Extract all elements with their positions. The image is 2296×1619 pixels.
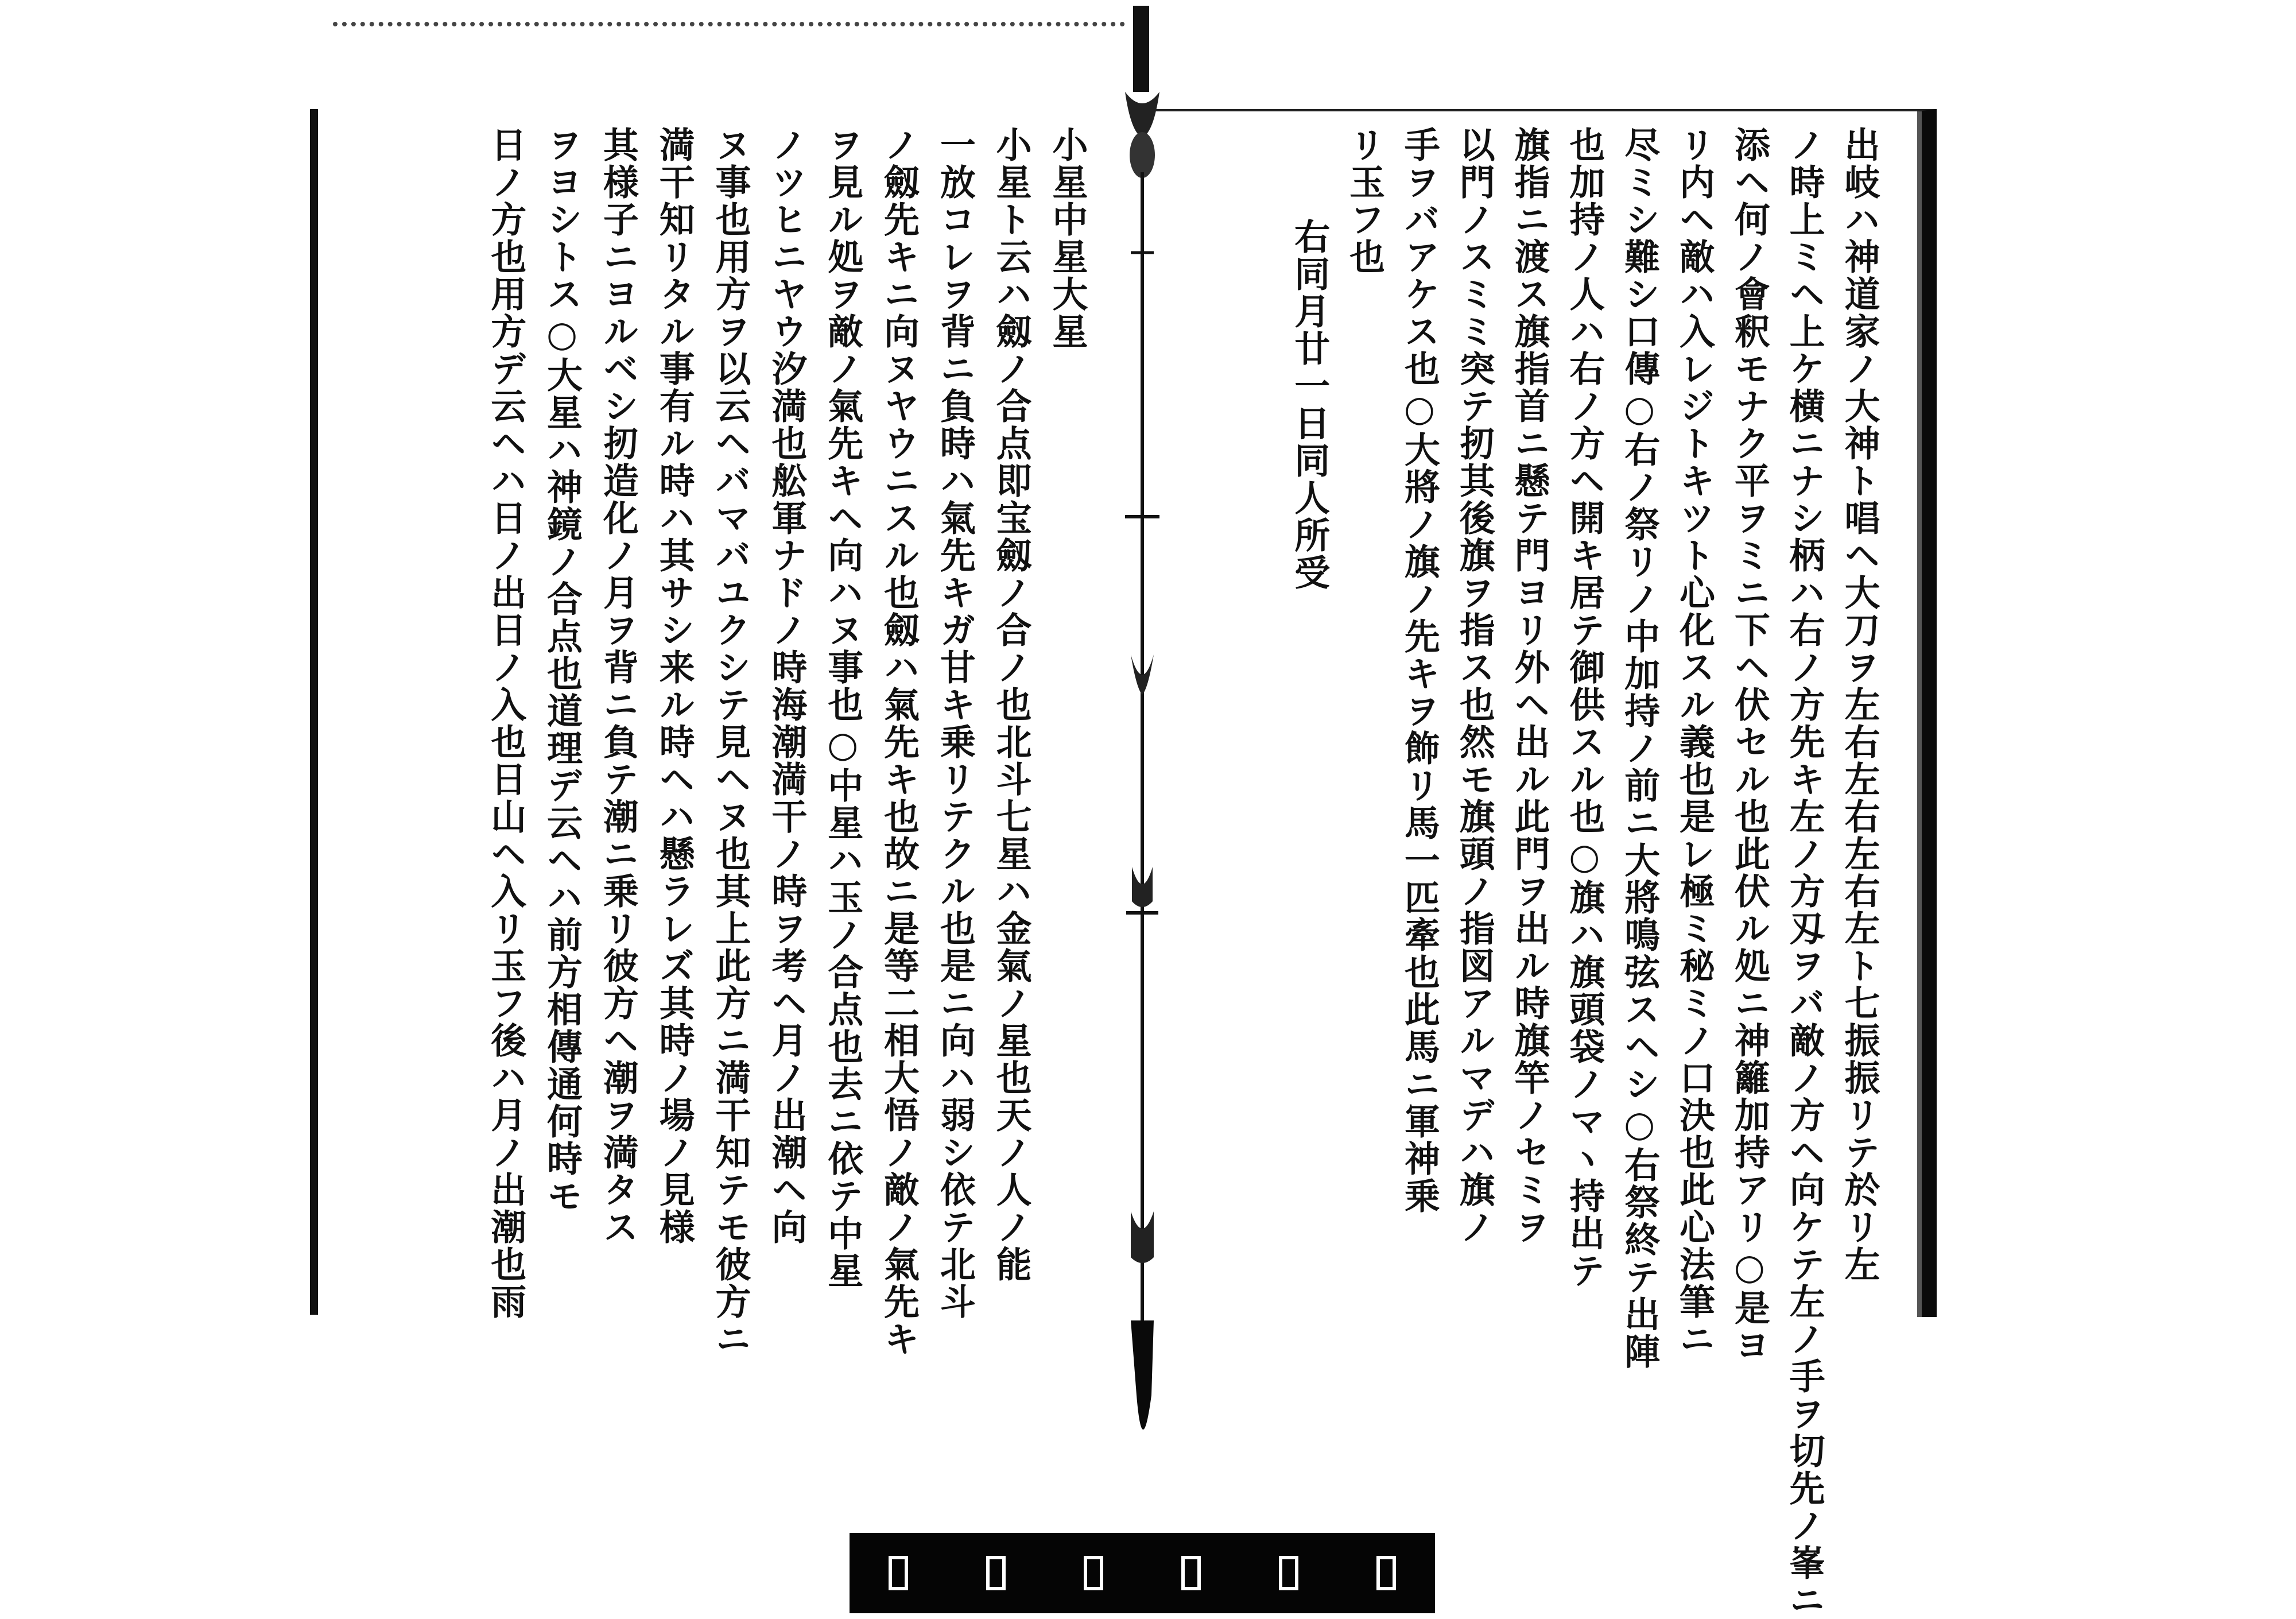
text-column: 以門ノスミミ突テ扨其後旗ヲ指ス也然モ旗頭ノ指図アルマデハ旗ノ [1453, 126, 1496, 1246]
text-column: 也加持ノ人ハ右ノ方ヘ開キ居テ御供スル也○旗ハ旗頭袋ノマヽ持出テ [1563, 126, 1605, 1289]
right-page-text [1228, 126, 1883, 1619]
binding-spine [1119, 6, 1165, 1475]
left-page-text [367, 126, 1091, 1358]
scale-cell [889, 1556, 908, 1590]
scale-bar [850, 1533, 1435, 1613]
scale-cell [1181, 1556, 1201, 1590]
scale-cell [1376, 1556, 1396, 1590]
text-column: リ玉フ也 [1343, 126, 1386, 276]
binding-cord-icon [1119, 6, 1165, 1475]
text-column: 満干知リタル事有ル時ハ其サシ来ル時ヘハ懸ラレズ其時ノ場ノ見様 [653, 126, 696, 1246]
text-column: ノツヒニヤウ汐満也舩軍ナドノ時海潮満干ノ時ヲ考ヘ月ノ出潮ヘ向 [765, 126, 808, 1246]
text-column: 出岐ハ神道家ノ大神ト唱ヘ大刀ヲ左右左右左右左ト七振振リテ於リ左 [1839, 126, 1880, 1283]
text-column: ヌ事也用方ヲ以云ヘバマバユクシテ見ヘヌ也其上此方ニ満干知テモ彼方ニ [709, 126, 752, 1358]
text-column: 其様子ニヨルベシ扨造化ノ月ヲ背ニ負テ潮ニ乗リ彼方ヘ潮ヲ満タス [597, 126, 639, 1246]
text-column: ヲ見ル処ヲ敵ノ氣先キヘ向ハヌ事也○中星ハ玉ノ合点也去ニ依テ中星 [821, 126, 864, 1289]
scale-cell [1084, 1556, 1103, 1590]
text-column: 一放コレヲ背ニ負時ハ氣先キガ甘キ乗リテクル也是ニ向ハ弱シ依テ北斗 [934, 126, 976, 1320]
text-column: 添ヘ何ノ會釈モナク平ヲミニ下ヘ伏セル也此伏ル処ニ神籬加持アリ○是ヨ [1728, 126, 1771, 1364]
text-column: リ内ヘ敵ハ入レジトキツト心化スル義也是レ極ミ秘ミノ口決也此心法筆ニ [1673, 126, 1716, 1358]
text-column: 手ヲバアケス也○大將ノ旗ノ先キヲ飾リ馬一匹牽也此馬ニ軍神乗 [1398, 126, 1441, 1215]
text-column: 日ノ方也用方デ云ヘハ日ノ出日ノ入也日山ヘ入リ玉フ後ハ月ノ出潮也雨 [484, 126, 527, 1320]
date-note: 右同月廿一日同人所受 [1288, 218, 1331, 591]
text-column: 旗指ニ渡ス旗指首ニ懸テ門ヨリ外ヘ出ル此門ヲ出ル時旗竿ノセミヲ [1508, 126, 1551, 1246]
text-column: 尽ミシ難シ口傳○右ノ祭リノ中加持ノ前ニ大將鳴弦スヘシ○右祭終テ出陣 [1618, 126, 1661, 1370]
text-column: 小星ト云ハ劔ノ合点即宝劔ノ合ノ也北斗七星ハ金氣ノ星也天ノ人ノ能 [990, 126, 1033, 1283]
text-column: ノ時上ミヘ上ケ横ニナシ柄ハ右ノ方先キ左ノ方刄ヲバ敵ノ方ヘ向ケテ左ノ手ヲ切先ノ峯ニ [1783, 126, 1826, 1619]
section-heading: 小星中星大星 [1046, 126, 1088, 350]
scale-cell [1279, 1556, 1298, 1590]
text-column: ノ劔先キニ向ヌヤウニスル也劔ハ氣先キ也故ニ是等二相大悟ノ敵ノ氣先キ [878, 126, 920, 1358]
scale-cell [986, 1556, 1006, 1590]
top-edge-marks [333, 22, 1125, 32]
text-column: ヲヨシトス○大星ハ神鏡ノ合点也道理デ云ヘハ前方相傳通何時モ [541, 126, 583, 1215]
